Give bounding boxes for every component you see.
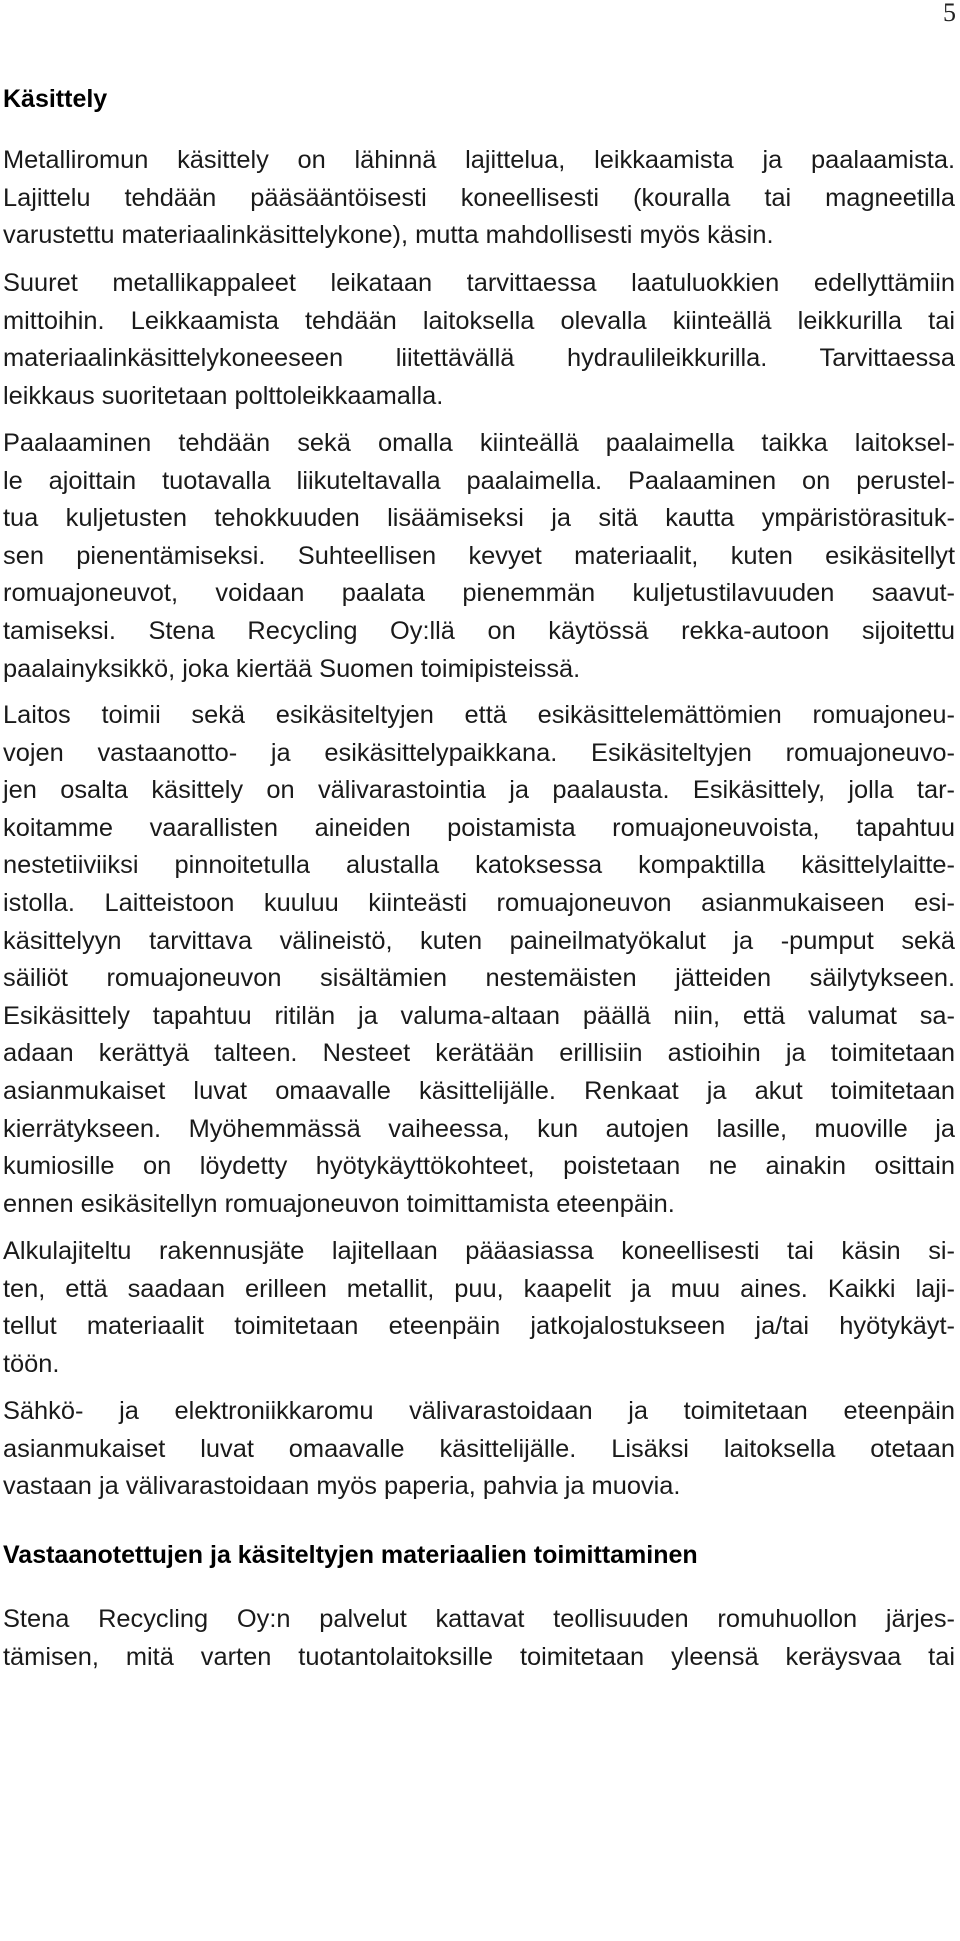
text-line: romuajoneuvot, voidaan paalata pienemmän kuljetustilavuuden saavut- bbox=[3, 579, 955, 608]
text-line: kumiosille on löydetty hyötykäyttökohteet, poistetaan ne ainakin osittain bbox=[3, 1152, 955, 1181]
section-heading-delivery bbox=[3, 1540, 955, 1570]
section-heading-kasittely bbox=[3, 84, 955, 114]
paragraph-baling bbox=[3, 425, 955, 688]
text-line: Stena Recycling Oy:n palvelut kattavat teollisuuden romuhuollon järjes- bbox=[3, 1605, 955, 1633]
paragraph-sorting bbox=[3, 142, 955, 255]
text-line: tellut materiaalit toimitetaan eteenpäin jatkojalostukseen ja/tai hyötykäyt- bbox=[3, 1312, 955, 1341]
text-line: kierrätykseen. Myöhemmässä vaiheessa, kun autojen lasille, muoville ja bbox=[3, 1114, 955, 1143]
text-line: sen pienentämiseksi. Suhteellisen kevyet materiaalit, kuten esikäsitellyt bbox=[3, 541, 955, 570]
paragraph-cutting bbox=[3, 265, 955, 415]
text-line: le ajoittain tuotavalla liikuteltavalla paalaimella. Paalaaminen on perustel- bbox=[3, 466, 955, 495]
text-line: Esikäsittely tapahtuu ritilän ja valuma-altaan päällä niin, että valumat sa- bbox=[3, 1001, 955, 1030]
section-heading: Käsittely bbox=[3, 85, 108, 113]
text-line: vojen vastaanotto- ja esikäsittelypaikkana. Esikäsiteltyjen romuajoneuvo- bbox=[3, 738, 955, 767]
text-line: varustettu materiaalinkäsittelykone), mutta mahdollisesti myös käsin. bbox=[3, 221, 774, 250]
text-line: jen osalta käsittely on välivarastointia ja paalausta. Esikäsittely, jolla tar- bbox=[3, 776, 955, 805]
text-line: asianmukaiset luvat omaavalle käsittelijälle. Renkaat ja akut toimitetaan bbox=[3, 1076, 955, 1105]
text-line: Alkulajiteltu rakennusjäte lajitellaan pääasiassa koneellisesti tai käsin si- bbox=[3, 1237, 955, 1265]
text-line: tamiseksi. Stena Recycling Oy:llä on käytössä rekka-autoon sijoitettu bbox=[3, 616, 955, 645]
text-line: Lajittelu tehdään pääsääntöisesti koneellisesti (kouralla tai magneetilla bbox=[3, 183, 955, 212]
text-line: paalainyksikkö, joka kiertää Suomen toimipisteissä. bbox=[3, 654, 581, 683]
text-line: leikkaus suoritetaan polttoleikkaamalla. bbox=[3, 381, 444, 410]
text-line: tämisen, mitä varten tuotantolaitoksille toimitetaan yleensä keräysvaa tai bbox=[3, 1642, 955, 1671]
text-line: ennen esikäsitellyn romuajoneuvon toimittamista eteenpäin. bbox=[3, 1189, 675, 1218]
paragraph-electronics bbox=[3, 1393, 955, 1506]
text-line: materiaalinkäsittelykoneeseen liitettävällä hydraulileikkurilla. Tarvittaessa bbox=[3, 344, 955, 373]
text-line: Suuret metallikappaleet leikataan tarvittaessa laatuluokkien edellyttämiin bbox=[3, 269, 955, 297]
paragraph-services bbox=[3, 1601, 955, 1676]
text-line: ten, että saadaan erilleen metallit, puu, kaapelit ja muu aines. Kaikki laji- bbox=[3, 1274, 955, 1303]
section-heading: Vastaanotettujen ja käsiteltyjen materiaalien toimittaminen bbox=[3, 1541, 698, 1569]
text-line: istolla. Laitteistoon kuuluu kiinteästi romuajoneuvon asianmukaiseen esi- bbox=[3, 888, 955, 917]
page-number: 5 bbox=[943, 0, 956, 27]
paragraph-construction-waste bbox=[3, 1233, 955, 1383]
text-line: vastaan ja välivarastoidaan myös paperia, pahvia ja muovia. bbox=[3, 1472, 681, 1501]
text-line: Metalliromun käsittely on lähinnä lajittelua, leikkaamista ja paalaamista. bbox=[3, 146, 955, 174]
text-line: Paalaaminen tehdään sekä omalla kiinteällä paalaimella taikka laitoksel- bbox=[3, 429, 955, 457]
text-line: säiliöt romuajoneuvon sisältämien nestemäisten jätteiden säilytykseen. bbox=[3, 964, 955, 993]
text-line: Sähkö- ja elektroniikkaromu välivarastoidaan ja toimitetaan eteenpäin bbox=[3, 1397, 955, 1425]
text-line: käsittelyyn tarvittava välineistö, kuten paineilmatyökalut ja -pumput sekä bbox=[3, 926, 955, 955]
text-line: mittoihin. Leikkaamista tehdään laitoksella olevalla kiinteällä leikkurilla tai bbox=[3, 306, 955, 335]
text-line: nestetiiviiksi pinnoitetulla alustalla katoksessa kompaktilla käsittelylaitte- bbox=[3, 851, 955, 880]
text-line: asianmukaiset luvat omaavalle käsittelijälle. Lisäksi laitoksella otetaan bbox=[3, 1434, 955, 1463]
paragraph-vehicles bbox=[3, 697, 955, 1223]
text-line: koitamme vaarallisten aineiden poistamista romuajoneuvoista, tapahtuu bbox=[3, 813, 955, 842]
text-line: Laitos toimii sekä esikäsiteltyjen että esikäsittelemättömien romuajoneu- bbox=[3, 701, 955, 729]
text-line: adaan kerättyä talteen. Nesteet kerätään erillisiin astioihin ja toimitetaan bbox=[3, 1039, 955, 1068]
text-line: tua kuljetusten tehokkuuden lisäämiseksi ja sitä kautta ympäristörasituk- bbox=[3, 504, 955, 533]
text-line: töön. bbox=[3, 1349, 60, 1378]
